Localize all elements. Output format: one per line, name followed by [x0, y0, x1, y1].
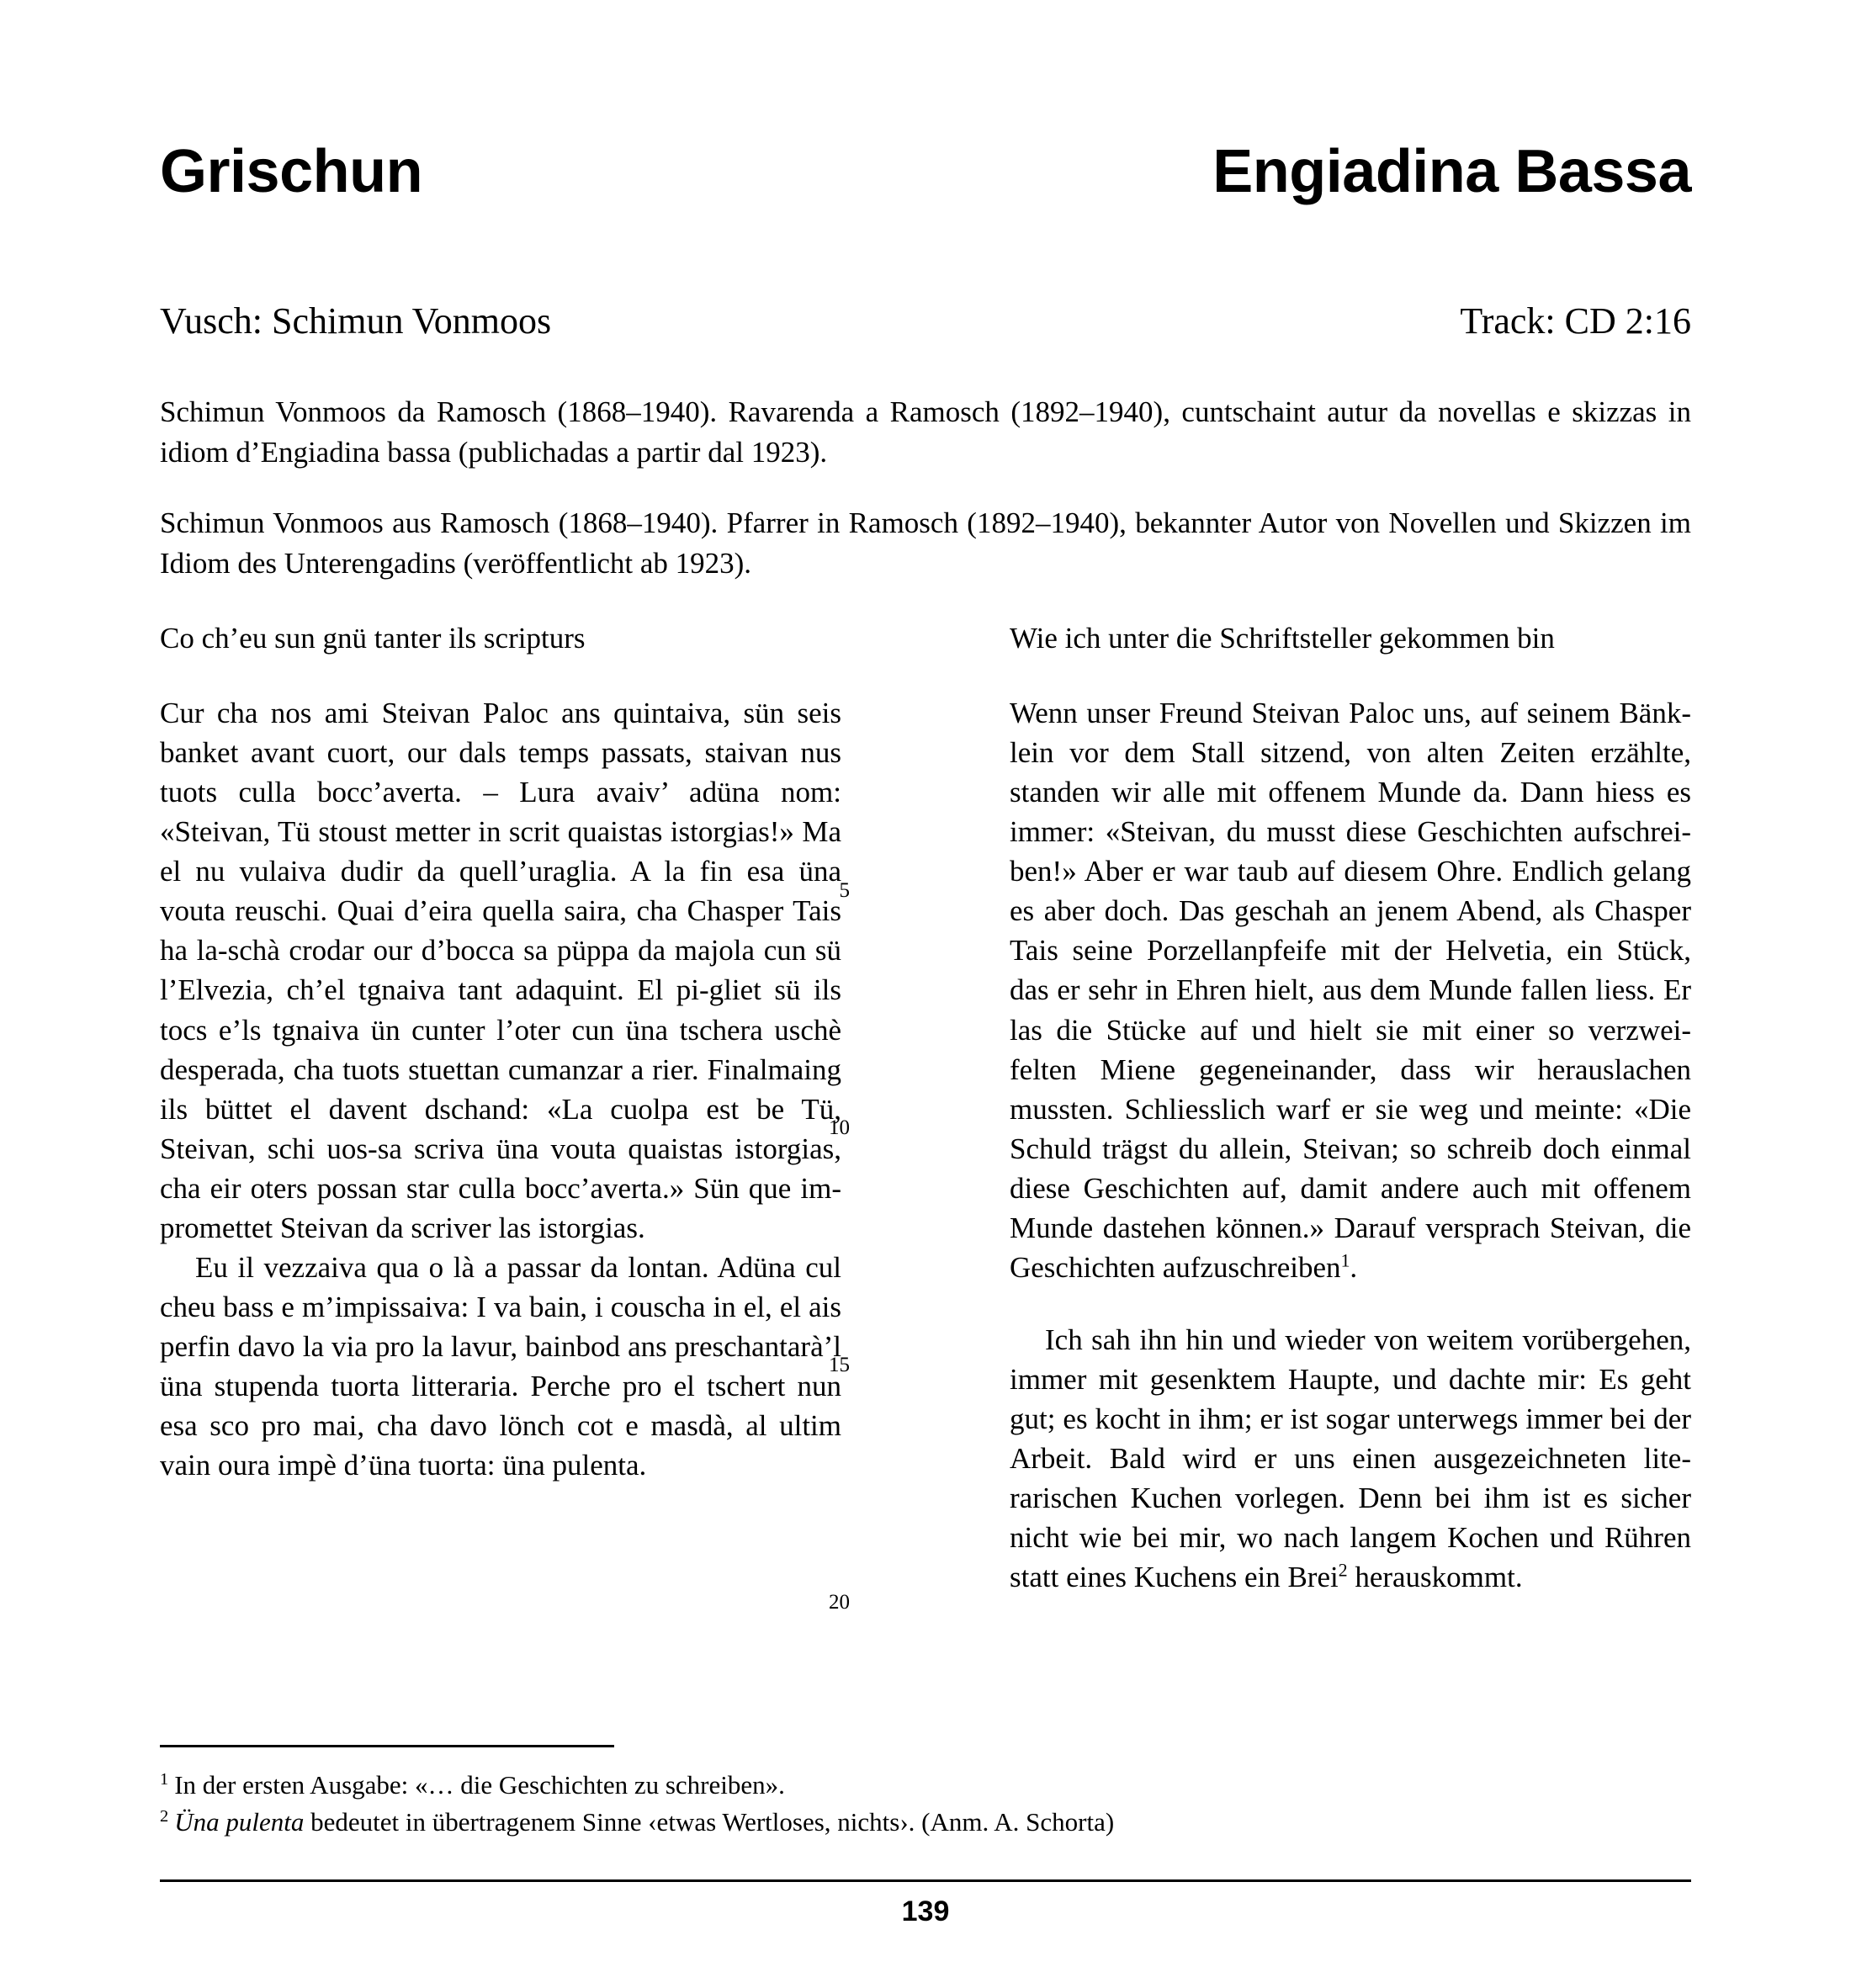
footnote-item	[160, 1767, 1691, 1804]
running-head-left-title: Grischun	[160, 138, 423, 205]
column-heading-romansh: Co ch’eu sun gnü tanter ils scripturs	[160, 622, 586, 655]
footnote-marker: 2	[160, 1806, 169, 1826]
paragraph-tail: .	[1350, 1250, 1358, 1284]
footnote-item	[160, 1804, 1691, 1841]
column-german	[1010, 621, 1691, 1597]
footnote-separator-rule	[160, 1745, 614, 1747]
paragraph	[1010, 693, 1691, 1287]
footnote-ref-1[interactable]: 1	[1340, 1250, 1350, 1271]
intro-paragraph-romansh: Schimun Vonmoos da Ramosch (1868–1940). Ravarenda a Ramosch (1892–1940), cuntschaint autur da novellas e skizzas in idiom d’Engiadina bassa (publichadas a partir dal 1923).	[160, 395, 1691, 469]
voice-credit: Vusch: Schimun Vonmoos	[160, 300, 552, 342]
footnote-marker: 1	[160, 1769, 169, 1789]
running-head	[160, 138, 1691, 205]
line-number: 15	[829, 1354, 850, 1376]
footnote-ref-2[interactable]: 2	[1338, 1560, 1348, 1581]
line-number: 5	[839, 879, 850, 902]
footnote-block	[160, 1767, 1691, 1841]
footnote-text: bedeutet in übertragenem Sinne ‹etwas Wertloses, nichts›. (Anm. A. Schorta)	[304, 1807, 1115, 1837]
running-head-right-title: Engiadina Bassa	[1212, 138, 1691, 205]
track-reference: Track: CD 2:16	[1460, 300, 1691, 342]
paragraph	[1010, 1320, 1691, 1597]
page-number: 139	[901, 1895, 950, 1927]
line-number: 20	[829, 1591, 850, 1614]
footer-rule	[160, 1879, 1691, 1882]
byline-row	[160, 300, 1691, 342]
paragraph-text: Ich sah ihn hin und wieder von weitem vorübergehen, immer mit gesenktem Haupte, und dachte mir: Es geht gut; es kocht in ihm; er ist sogar unterwegs immer bei der Arbeit. Bald wird er uns einen ausgezeichneten lite-rarischen Kuchen vorlegen. Denn bei ihm ist es sicher nicht wie bei mir, wo nach langem Kochen und Rühren statt eines Kuchens ein Brei	[1010, 1323, 1691, 1594]
intro-paragraph-german: Schimun Vonmoos aus Ramosch (1868–1940). Pfarrer in Ramosch (1892–1940), bekannter Autor von Novellen und Skizzen im Idiom des Unterengadins (veröffentlicht ab 1923).	[160, 506, 1691, 580]
footnote-italic-term: Üna pulenta	[174, 1807, 305, 1837]
paragraph: Eu il vezzaiva qua o là a passar da lontan. Adüna cul cheu bass e m’impissaiva: I va bain, i couscha in el, el ais perfin davo la via pro la lavur, bainbod ans preschantarà’l üna stupenda tuorta litteraria. Perche pro el tschert nun esa sco pro mai, cha davo lönch cot e masdà, al ultim vain oura impè d’üna tuorta: üna pulenta.	[160, 1250, 841, 1482]
column-romansh	[160, 621, 841, 1485]
paragraph-tail: herauskommt.	[1347, 1561, 1523, 1594]
column-heading-german: Wie ich unter die Schriftsteller gekommen bin	[1010, 622, 1555, 655]
paragraph-text: Wenn unser Freund Steivan Paloc uns, auf seinem Bänk-lein vor dem Stall sitzend, von alten Zeiten erzählte, standen wir alle mit offenem Munde da. Dann hiess es immer: «Steivan, du musst diese Geschichten aufschrei-ben!» Aber er war taub auf diesem Ohre. Endlich gelang es aber doch. Das geschah an jenem Abend, als Chasper Tais seine Porzellanpfeife mit der Helvetia, ein Stück, das er sehr in Ehren hielt, aus dem Munde fallen liess. Er las die Stücke auf und hielt sie mit einer so verzwei-felten Miene gegeneinander, dass wir herauslachen mussten. Schliesslich warf er sie weg und meinte: «Die Schuld trägst du allein, Steivan; so schreib doch einmal diese Geschichten auf, damit andere auch mit offenem Munde dastehen können.» Darauf versprach Steivan, die Geschichten aufzuschreiben	[1010, 697, 1691, 1284]
paragraph: Cur cha nos ami Steivan Paloc ans quintaiva, sün seis banket avant cuort, our dals temps passats, staivan nus tuots culla bocc’averta. – Lura avaiv’ adüna nom: «Steivan, Tü stoust metter in scrit quaistas istorgias!» Ma el nu vulaiva dudir da quell’uraglia. A la fin esa üna vouta reuschi. Quai d’eira quella saira, cha Chasper Tais ha la-schà crodar our d’bocca sa püppa da majola cun sü l’Elvezia, ch’el tgnaiva tant adaquint. El pi-gliet sü ils tocs e’ls tgnaiva ün cunter l’oter cun üna tschera uschè desperada, cha tuots stuettan cumanzar a rier. Finalmaing ils büttet el davent dschand: «La cuolpa est be Tü, Steivan, schi uos-sa scriva üna vouta quaistas istorgias, cha eir oters possan star culla bocc’averta.» Sün que im-promettet Steivan da scriver las istorgias.	[160, 697, 841, 1244]
footnote-text: In der ersten Ausgabe: «… die Geschichten zu schreiben».	[174, 1770, 785, 1800]
line-number: 10	[829, 1116, 850, 1139]
